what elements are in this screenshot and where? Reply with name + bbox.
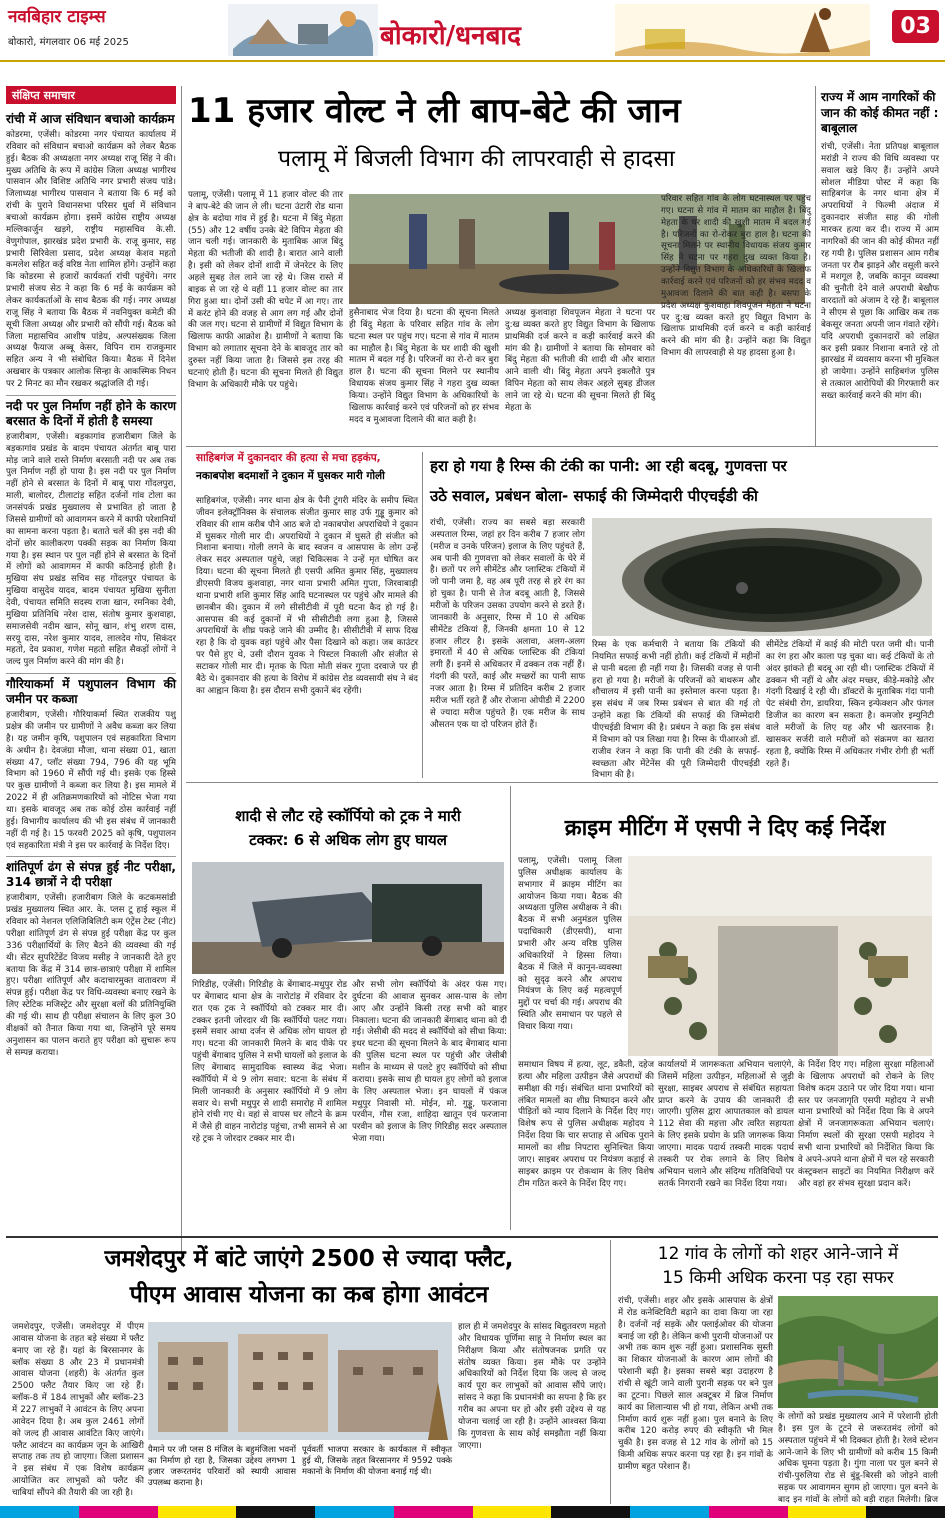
print-color-bar bbox=[0, 1506, 945, 1518]
masthead-illustration bbox=[228, 4, 378, 56]
brief-title: नदी पर पुल निर्माण नहीं होने के कारण बरसात के दिनों में होती है समस्या bbox=[6, 395, 176, 429]
sahibganj-headline-2: नकाबपोश बदमाशों ने दुकान में घुसकर मारी गोली bbox=[196, 470, 385, 482]
section-divider bbox=[186, 446, 938, 447]
rims-column-3: सीमेंटेड टंकियों में काई की मोटी परत जमी थी। पानी का रंग हरा और काला पड़ चुका था। कई टंकियों के तो अंदर झांकते ही बदबू आ रही थी। प्लास्टिक टंकियों में ढक्कन भी नहीं थे और अंदर मच्छर, कीड़े-मकोड़े और गंदगी दिखाई दे रही थी। डॉक्टरों के मुताबिक गंदा पानी पेट संबंधी रोग, डायरिया, स्किन इन्फेक्शन और फंगल डिजीज का कारण बन सकता है। कमजोर इम्युनिटी वाले मरीजों के लिए यह और भी खतरनाक है। खासकर सर्जरी वाले मरीजों को संक्रमण का खतरा रहता है, क्योंकि रिम्स में अधिकतर गंभीर रोगी ही भर्ती रहते हैं। bbox=[766, 640, 934, 769]
brief-body: हजारीबाग, एजेंसी। गौरियाकर्मा स्थित राजकीय पशु प्रक्षेत्र की जमीन पर ग्रामीणों ने अवैध कब्जा कर लिया है। यह जमीन कृषि, पशुपालन एवं सहकारिता विभाग के अधीन है। देवजंग्रा मौजा, थाना संख्या 01, खाता संख्या 47, प्लॉट संख्या 794, 796 की यह भूमि विभाग को 1960 में सौंपी गई थी। इसके एक हिस्से पर कुछ ग्रामीणों ने कब्जा कर लिया है। इस मामले में 2022 में ही अतिक्रमणकारियों को नोटिस भेजा गया था। इसके बावजूद अब तक कोई ठोस कार्रवाई नहीं हुई। विभागीय कार्यालय की भी इस संबंध में जानकारी नहीं दी गई है। 15 फरवरी 2025 को कृषि, पशुपालन एवं सहकारिता मंत्री ने इस पर कार्रवाई के निर्देश दिए। bbox=[6, 710, 176, 851]
column-divider bbox=[510, 786, 511, 1230]
rims-column-1: रांची, एजेंसी। राज्य का सबसे बड़ा सरकारी अस्पताल रिम्स, जहां हर दिन करीब 7 हजार लोग (मरीज व उनके परिजन) इलाज के लिए पहुंचते हैं, अब पानी की गुणवत्ता को लेकर सवालों के घेरे में है। छतों पर लगे सीमेंटेड और प्लास्टिक टंकियों में जो पानी जमा है, वह अब पूरी तरह से हरे रंग का हो चुका है। पानी से तेज बदबू आती है, जिससे मरीजों के परिजन उसका उपयोग करने से डरते हैं। जानकारी के अनुसार, रिम्स में 10 से अधिक सीमेंटेड टंकियां हैं, जिनकी क्षमता 10 से 12 हजार लीटर है। इसके अलावा, अलग-अलग इमारतों में 40 से अधिक प्लास्टिक की टंकियां लगी हैं। इनमें से अधिकतर में ढक्कन तक नहीं हैं। गंदगी की परतें, काई और मच्छरों का पानी साफ नजर आता है। रिम्स में प्रतिदिन करीब 2 हजार मरीज भर्ती रहते हैं और रोजाना ओपीडी में 2200 से ज्यादा मरीज पहुंचते हैं। एक मरीज के साथ औसतन एक या दो परिजन होते हैं। bbox=[430, 518, 585, 730]
villages-bridge-photo bbox=[778, 1296, 938, 1408]
accident-headline-2: टक्कर: 6 से अधिक लोग हुए घायल bbox=[249, 831, 447, 849]
villages-column-1: रांची, एजेंसी। शहर और इसके आसपास के क्षेत्रों में रोड कनेक्टिविटी बढ़ाने का दावा किया जा रहा है। दर्जनों नई सड़कें और फ्लाईओवर की योजना बनाई जा रही है। लेकिन कभी पुरानी योजनाओं पर अभी तक काम शुरू नहीं हुआ। प्रशासनिक सुस्ती का शिकार योजनाओं के कारण आम लोगों की परेशानी बढ़ी है। इसका सबसे बड़ा उदाहरण है रांची से खूंटी जाने वाली पुरानी सड़क पर बने पुल का टूटना। पिछले साल अक्टूबर में ब्रिज निर्माण कार्य का शिलान्यास भी हो गया, लेकिन अभी तक निर्माण कार्य शुरू नहीं हुआ। पुल बनाने के लिए करीब 120 करोड़ रुपए की स्वीकृति भी मिल चुकी है। इस वजह से 12 गांव के लोगों को 15 किमी अधिक सफर करना पड़ रहा है। इन गांवों के ग्रामीण बहुत परेशान हैं। bbox=[618, 1296, 773, 1473]
villages-column-2: के लोगों को प्रखंड मुख्यालय आने में परेशानी होती है। इस पुल के टूटने से जरूरतमंद लोगों को अस्पताल पहुंचने में भी दिक्कत होती है। रेलवे स्टेशन आने-जाने के लिए भी ग्रामीणों को करीब 15 किमी अधिक घूमना पड़ता है। गुंगा नाला पर पुल बनने से रांची-पुरुलिया रोड से बुंडू-बिरसी को जोड़ने वाली सड़क पर आवागमन सुगम हो जाएगा। पुल बनने के बाद इन गांवों के लोगों को बड़ी राहत मिलेगी। ब्रिज bbox=[778, 1412, 938, 1506]
accident-photo bbox=[192, 862, 504, 974]
rims-headline-1: हरा हो गया है रिम्स की टंकी का पानी: आ रही बदबू, गुणवत्ता पर bbox=[430, 457, 787, 475]
crime-meeting-intro: पलामू, एजेंसी। पलामू जिला पुलिस अधीक्षक कार्यालय के सभागार में क्राइम मीटिंग का आयोजन किया गया। बैठक की अध्यक्षता पुलिस अधीक्षक ने की। बैठक में सभी अनुमंडल पुलिस पदाधिकारी (डीएसपी), थाना प्रभारी और अन्य वरिष्ठ पुलिस अधिकारियों ने हिस्सा लिया। बैठक में जिले में कानून-व्यवस्था को सुदृढ़ करने और अपराध नियंत्रण के लिए कई महत्वपूर्ण मुद्दों पर चर्चा की गई। अपराध की स्थिति और समाधान पर पहले से विचार किया गया। bbox=[518, 856, 622, 1033]
jamshedpur-caption-1: पैमाने पर जी प्लस 8 मंजिल के बहुमंजिला भवनों का निर्माण हो रहा है, जिसका उद्देश्य लगभग 1 हजार जरूरतमंद परिवारों को स्थायी आवास उपलब्ध कराना है। bbox=[148, 1444, 296, 1487]
jamshedpur-photo bbox=[148, 1322, 452, 1440]
masthead-illustration-right bbox=[615, 4, 870, 56]
villages-headline-2: 15 किमी अधिक करना पड़ रहा सफर bbox=[662, 1268, 894, 1288]
crime-meeting-column-1: समाधान विषय में हत्या, लूट, डकैती, दहेज हत्या और महिला उत्पीड़न जैसे अपराधों की समीक्षा की गई। संबंधित थाना प्रभारियों को लंबित मामलों का शीघ्र निष्पादन करने और पीड़ितों को न्याय दिलाने के निर्देश दिए गए। विशेष रूप से पुलिस अधीक्षक महोदय ने निर्देश दिया कि चार सप्ताह से अधिक पुराने मामलों का शीघ्र निपटारा सुनिश्चित किया जाए। साइबर अपराध पर नियंत्रण कड़ाई से साइबर क्राइम पर रोकथाम के लिए विशेष टीम गठित करने के निर्देश दिए गए। bbox=[518, 1060, 654, 1189]
jamshedpur-headline-1: जमशेदपुर में बांटे जाएंगे 2500 से ज्यादा फ्लैट, bbox=[104, 1246, 514, 1272]
side-story-body: रांची, एजेंसी। नेता प्रतिपक्ष बाबूलाल मरांडी ने राज्य की विधि व्यवस्था पर सवाल खड़े किए हैं। उन्होंने अपने सोशल मीडिया पोस्ट में कहा कि साहिबगंज के नगर थाना क्षेत्र में अपराधियों ने फिल्मी अंदाज में दुकानदार संजीत साह की गोली मारकर हत्या कर दी। राज्य में आम नागरिकों की जान की कोई कीमत नहीं रह गयी है। पुलिस प्रशासन आम गरीब जनता पर रौब झाड़ने और वसूली करने में मशगूल है, जबकि कानून व्यवस्था की चुनौती देने वाले अपराधी बेखौफ वारदातों को अंजाम दे रहे हैं। बाबूलाल ने सीएम से पूछा कि आखिर कब तक बेकसूर जनता अपनी जान गंवाते रहेंगे। यदि अपराधी दुकानदारों को लक्षित कर इसी प्रकार निशाना बनाते रहे तो झारखंड में व्यवसाय करना भी मुश्किल हो जायेगा। उन्होंने साहिबगंज पुलिस से तत्काल आरोपियों की गिरफ्तारी कर सख्त कार्रवाई करने की मांग की। bbox=[821, 142, 939, 402]
jamshedpur-caption-2: पूर्ववर्ती भाजपा सरकार के कार्यकाल में स्वीकृत हुई थी, जिसके तहत बिरसानगर में 9592 पक्के मकानों के निर्माण की योजना बनाई गई थी। bbox=[302, 1444, 452, 1476]
jamshedpur-headline-2: पीएम आवास योजना का कब होगा आवंटन bbox=[129, 1282, 489, 1308]
brief-title: रांची में आज संविधान बचाओ कार्यक्रम bbox=[6, 112, 175, 126]
lead-column-1: पलामू, एजेंसी। पलामू में 11 हजार वोल्ट की तार ने बाप-बेटे की जान ले ली। घटना उंटारी रोड थाना क्षेत्र के बदोया गांव में हुई है। घटना में बिंदु मेहता (55) और 12 वर्षीय उनके बेटे विपिन मेहता की जान चली गई। जानकारी के मुताबिक आज बिंदु मेहता की भतीजी की शादी है। बारात आने वाली है। इसी को लेकर दोनों शादी में जेनरेटर के लिए अहले सुबह तेल लाने जा रहे थे। जिस रास्ते में बाइक से जा रहे थे वहीं 11 हजार वोल्ट का तार गिरा हुआ था। दोनों उसी की चपेट में आ गए। तार में करंट होने की वजह से आग लग गई और दोनों की जल गए। घटना से ग्रामीणों में विद्युत विभाग के खिलाफ काफी आक्रोश है। ग्रामीणों ने बताया कि विभाग को लगातार सूचना देने के बावजूद तार को दुरुस्त नहीं किया जाता है। जिससे इस तरह की घटनाएं होती हैं। घटना की सूचना मिलते ही विद्युत विभाग के अधिकारी मौके पर पहुंचे। bbox=[188, 190, 343, 390]
accident-headline-1: शादी से लौट रहे स्कॉर्पियो को ट्रक ने मारी bbox=[235, 807, 461, 825]
crime-meeting-column-3: के निर्देश दिए गए। महिला सुरक्षा महिलाओं के खिलाफ अपराधों को रोकने के लिए विशेष कदम उठाने पर जोर दिया गया। थाना स्तर पर जनजागृति एसपी महोदय ने सभी थाना प्रभारियों को निर्देश दिया कि वे अपने क्षेत्रों में जनजागरूकता अभियान चलाएं। निर्माण स्थलों की सुरक्षा एसपी महोदय ने सभी थाना प्रभारियों को निर्देशित किया कि वे अपने-अपने थाना क्षेत्रों में चल रहे सरकारी कंस्ट्रक्शन साइटों का नियमित निरीक्षण करें और वहां हर संभव सुरक्षा प्रदान करें। bbox=[798, 1060, 934, 1189]
rims-tank-photo bbox=[592, 518, 932, 636]
dateline: बोकारो, मंगलवार 06 मई 2025 bbox=[8, 37, 129, 48]
brief-body: कोडरमा, एजेंसी। कोडरमा नगर पंचायत कार्यालय में रविवार को संविधान बचाओ कार्यक्रम को लेकर बैठक हुई। बैठक की अध्यक्षता नगर अध्यक्ष राजू सिंह ने की। मुख्य अतिथि के रूप में कांग्रेस जिला अध्यक्ष भागीरथ पासवान और विशिष्ट अतिथि नगर प्रभारी संजय पांडे। जिलाध्यक्ष भागीरथ पासवान ने बताया कि 6 मई को रांची के पुराने विधानसभा परिसर धुर्वा में संविधान बचाओ कार्यक्रम होगा। इसमें कांग्रेस राष्ट्रीय अध्यक्ष मल्लिकार्जुन खड़गे, राष्ट्रीय महासचिव के.सी. वेणुगोपाल, झारखंड प्रदेश प्रभारी के. राजू कुमार, सह प्रभारी सिरिवेला प्रसाद, प्रदेश अध्यक्ष केशव महतो कमलेश सहित कई वरिष्ठ नेता शामिल होंगे। उन्होंने कहा कि कोडरमा से हजारों कार्यकर्ता रांची पहुंचेंगे। नगर प्रभारी संजय सेठ ने कहा कि 6 मई के कार्यक्रम को लेकर कार्यकर्ताओं के साथ बैठक की गई। नगर अध्यक्ष राजू सिंह ने बताया कि बैठक में नवनियुक्त कमेटी की सूची जिला अध्यक्ष और प्रभारी को सौंपी गई। बैठक को जिला महासचिव आशीष पांडेय, अल्पसंख्यक जिला अध्यक्ष फैयाज अब्बू केसर, विपिन राम राजकुमार सहित अन्य ने भी संबोधित किया। बैठक में दिनेश अखबार के पत्रकार आलोक सिन्हा के आकस्मिक निधन पर 2 मिनट का मौन रखकर श्रद्धांजलि दी गई। bbox=[6, 130, 176, 390]
jamshedpur-column-1: जमशेदपुर, एजेंसी। जमशेदपुर में पीएम आवास योजना के तहत बड़े संख्या में फ्लैट बनाए जा रहे हैं। यहां के बिरसानगर के ब्लॉक संख्या 8 और 23 में प्रधानमंत्री आवास योजना (शहरी) के अंतर्गत कुल 2500 फ्लैट तैयार किए जा रहे हैं। ब्लॉक-8 में 184 लाभुकों और ब्लॉक-23 में 227 लाभुकों ने आवंटन के लिए अपना आवेदन दिया है। अब कुल 2461 लोगों को जल्द ही आवास आवंटित किए जाएंगे। फ्लैट आवंटन का कार्यक्रम जून के आखिरी सप्ताह तक तय हो जाएगा। जिला प्रशासन ने इस संबंध में एक विशेष कार्यक्रम आयोजित कर लाभुकों को फ्लैट की चाबियां सौंपने की तैयारी की जा रही है। bbox=[12, 1322, 144, 1499]
crime-meeting-column-2: कार्यालयों में जागरूकता अभियान चलाएंगे, जिसमें महिला उत्पीड़न, महिलाओं से जुड़ी सुरक्षा, साइबर अपराध से संबंधित सहायता प्राप्त करने के उपाय की जानकारी दी जाएगी। पुलिस द्वारा आपातकाल को डायल 112 सेवा की महत्ता और त्वरित सहायता के लिए इसके प्रयोग के प्रति जागरूक किया जाएगा। मादक पदार्थ तस्करी मादक पदार्थ तस्करी पर रोक लगाने के लिए विशेष अभियान चलाने और संदिग्ध गतिविधियों पर सतर्क निगरानी रखने का निर्देश दिया गया। bbox=[658, 1060, 794, 1189]
sahibganj-headline-1: साहिबगंज में दुकानदार की हत्या से मचा हड़कंप, bbox=[196, 452, 381, 464]
jamshedpur-column-3: हाल ही में जमशेदपुर के सांसद बिद्युतवरण महतो और विधायक पूर्णिमा साहू ने निर्माण स्थल का निरीक्षण किया और संतोषजनक प्रगति पर संतोष व्यक्त किया। इस मौके पर उन्होंने अधिकारियों को निर्देश दिया कि जल्द से जल्द कार्य पूरा कर लाभुकों को आवास सौंपे जाएं। सांसद ने कहा कि प्रधानमंत्री का सपना है कि हर गरीब का अपना घर हो और इसी उद्देश्य से यह योजना चलाई जा रही है। उन्होंने आश्वस्त किया कि गुणवत्ता के साथ कोई समझौता नहीं किया जाएगा। bbox=[458, 1322, 606, 1451]
section-divider bbox=[6, 1236, 938, 1238]
column-divider bbox=[610, 1240, 611, 1504]
section-divider bbox=[186, 782, 938, 783]
accident-column-1: गिरिडीह, एजेंसी। गिरिडीह के बेंगाबाद-मधुपुर रोड पर बेंगाबाद थाना क्षेत्र के नारोटांड़ में रविवार देर रात एक ट्रक ने स्कॉर्पियो को टक्कर मार दी। टक्कर इतनी जोरदार थी कि स्कॉर्पियो पलट गया। इसमें सवार आधा दर्जन से अधिक लोग घायल हो गए। घटना की जानकारी मिलने के बाद पीके पर पहुंची बेंगाबाद पुलिस ने सभी घायलों को इलाज के लिए बेंगाबाद सामुदायिक स्वास्थ्य केंद्र भेजा। स्कॉर्पियो में थे 9 लोग सवार: घटना के संबंध में मिली जानकारी के अनुसार स्कॉर्पियो में 9 लोग सवार थे। सभी मधुपुर से शादी समारोह में शामिल होने रांची गए थे। वहां से वापस घर लौटने के क्रम में जैसे ही वाहन नारोटांड़ पहुंचा, तभी सामने से आ रहे ट्रक ने जोरदार टक्कर मार दी। bbox=[192, 980, 347, 1145]
crime-meeting-headline: क्राइम मीटिंग में एसपी ने दिए कई निर्देश bbox=[564, 816, 886, 841]
brief-title: शांतिपूर्ण ढंग से संपन्न हुई नीट परीक्षा, 314 छात्रों ने दी परीक्षा bbox=[6, 856, 176, 890]
masthead bbox=[0, 0, 945, 62]
lead-subhead: पलामू में बिजली विभाग की लापरवाही से हादसा bbox=[278, 146, 675, 172]
accident-column-2: और सभी लोग स्कॉर्पियो के अंदर फंस गए। दुर्घटना की आवाज सुनकर आस-पास के लोग आए और उन्होंने किसी तरह सभी को बाहर निकाला। घटना की जानकारी बेंगाबाद थाना को दी गई। जेसीबी की मदद से स्कॉर्पियो को सीधा किया: इधर घटना की सूचना मिलने के बाद बेंगाबाद थाना की पुलिस घटना स्थल पर पहुंची और जेसीबी मशीन के माध्यम से पलटे हुए स्कॉर्पियो को सीधा कराया। इसके साथ ही घायल हुए लोगों को इलाज के लिए अस्पताल भेजा। इन घायलों में पंकज मधुपुर निवासी मो. मोईन, मो. गुड्डू, फरजाना परवीन, गौस रजा, शाहिदा खातून एवं फरजाना परवीन को इलाज के लिए गिरिडीह सदर अस्पताल भेजा गया। bbox=[352, 980, 507, 1145]
crime-meeting-photo bbox=[628, 856, 932, 1056]
rims-headline-2: उठे सवाल, प्रबंधन बोला- सफाई की जिम्मेदारी पीएचईडी की bbox=[430, 487, 758, 505]
briefs-header: संक्षिप्त समाचार bbox=[6, 86, 176, 104]
brief-body: हजारीबाग, एजेंसी। हजारीबाग जिले के कटकमसांडी प्रखंड मुख्यालय स्थित आर. के. प्लस टू हाई स्कूल में रविवार को नेशनल एलिजिबिलिटी कम एंट्रेंस टेस्ट (नीट) परीक्षा शांतिपूर्ण ढंग से संपन्न हुई परीक्षा केंद्र पर कुल 336 परीक्षार्थियों के लिए बैठने की व्यवस्था की गई थी। सेंटर सुपरिटेंडेंट विजय मसीह ने जानकारी देते हुए बताया कि केंद्र में 314 छात्र-छात्राएं परीक्षा में शामिल हुए। परीक्षा शांतिपूर्ण और कदाचारमुक्त वातावरण में संपन्न हुई। परीक्षा केंद्र पर विधि-व्यवस्था बनाए रखने के लिए स्टेटिक मजिस्ट्रेट और सुरक्षा बलों की प्रतिनियुक्ति की गई थी। साथ ही परीक्षा संचालन के लिए कुल 30 वीक्षकों को तैनात किया गया था, जिन्होंने पूरे समय अनुशासन का पालन कराते हुए परीक्षा को सुचारू रूप से सम्पन्न कराया। bbox=[6, 893, 177, 1058]
villages-headline-1: 12 गांव के लोगों को शहर आने-जाने में bbox=[657, 1244, 899, 1264]
sahibganj-body: साहिबगंज, एजेंसी। नगर थाना क्षेत्र के पैनी टुंगरी मंदिर के समीप स्थित जीवन इलेक्ट्रॉनिक्स के संचालक संजीत कुमार साह उर्फ गुड्डू कुमार को रविवार की शाम करीब पौने आठ बजे दो नकाबपोश अपराधियों ने दुकान में घुसकर गोली मार दी। अपराधियों ने दुकान में घुसते ही संजीत को निशाना बनाया। गोली लगने के बाद स्वजन व आसपास के लोग उन्हें लेकर सदर अस्पताल पहुंचे, जहां चिकित्सक ने उन्हें मृत घोषित कर दिया। घटना की सूचना मिलते ही एसपी अमित कुमार सिंह, मुख्यालय डीएसपी विजय कुशवाहा, नगर थाना प्रभारी अमित गुप्ता, जिरवाबाड़ी थाना प्रभारी शशि कुमार सिंह आदि घटनास्थल पर पहुंचे और मामले की छानबीन की। दुकान में लगे सीसीटीवी में पूरी घटना कैद हो गई है। आसपास की कई दुकानों में भी सीसीटीवी लगा हुआ है, जिससे अपराधियों के शीघ्र पकड़े जाने की उम्मीद है। सीसीटीवी में साफ दिख रहा है कि दो युवक वहां पहुंचे और पैसा दिखाने को कहा। जब काउंटर पर पैसे हुए थे, उसी दौरान युवक ने पिस्टल निकाली और संजीत से सटाकर गोली मार दी। मृतक के पिता मोती संकर गुप्ता दरवाजे पर ही बैठे थे। दुकानदार की हत्या के विरोध में कांग्रेस रोड व्यवसायी संघ ने बंद का आह्वान किया है। इस दौरान सभी दुकानें बंद रहेंगी। bbox=[196, 496, 418, 696]
brief-title: गौरियाकर्मा में पशुपालन विभाग की जमीन पर कब्जा bbox=[6, 673, 176, 707]
column-divider bbox=[422, 452, 423, 778]
page-number: 03 bbox=[892, 10, 939, 43]
brief-body: हजारीबाग, एजेंसी। बड़कागांव हजारीबाग जिले के बड़कागांव प्रखंड के बादम पंचायत अंतर्गत बाबू पारा मोड़ जाने वाले रास्ते निर्माण बरसाती नदी पर अब तक पुल निर्माण नहीं हो पाया है। इस नदी पर पुल निर्माण नहीं होने से बरसात के दिनों में बाबू पारा गोंदलपुरा, माली, बालोदर, टीलाटांड़ सहित दर्जनों गांव टोला का जनसंपर्क प्रखंड मुख्यालय से प्रभावित हो जाता है जिससे ग्रामीणों को आवागमन करने में काफी परेशानियों का सामना करना पड़ता है। बताते चलें की इस नदी की दोनों छोर कालीकरण पक्की सड़क का निर्माण किया गया है। इस स्थान पर पुल नहीं होने से बरसात के दिनों में लोगों को आवागमन में काफी कठिनाई होती है। मुखिया संघ प्रखंड सचिव सह गोंदलपुर पंचायत के मुखिया वासुदेव यादव, बादम पंचायत मुखिया सुनीता देवी, पंचायत समिति सदस्य राजा खान, रमनिका देवी, मुखिया प्रतिनिधि नरेश दास, संतोष कुमार कुशवाहा, समाजसेवी नदीम खान, सोनू खान, शंभु शरण दास, सरयू दास, नरेश कुमार यादव, लालदेव गोप, सिकंदर महतो, देव प्रकाश, गणेश महतो सहित सैकड़ों लोगों ने जल्द पुल निर्माण करने की मांग की है। bbox=[6, 431, 176, 668]
side-story-title: राज्य में आम नागरिकों की जान की कोई कीमत नहीं : बाबूलाल bbox=[821, 90, 939, 136]
column-divider bbox=[815, 86, 816, 446]
briefs-column bbox=[6, 108, 176, 1268]
section-title: बोकारो/धनबाद bbox=[380, 21, 521, 51]
lead-column-3: अध्यक्ष कुशवाहा शिवपूजन मेहता ने घटना पर दु:ख व्यक्त करते हुए विद्युत विभाग के खिलाफ प्राथमिकी दर्ज करने व कड़ी कार्रवाई करने की मांग की है। ग्रामीणों ने बताया कि सोमवार को बिंदु मेहता की भतीजी की शादी थी और बारात आने वाली थी। बिंदु मेहता अपने इकलौते पुत्र विपिन मेहता को साथ लेकर अहले सुबह डीजल लाने जा रहे थे। घटना की सूचना मिलते ही बिंदु मेहता के bbox=[505, 308, 655, 413]
rims-column-2: रिम्स के एक कर्मचारी ने बताया कि टंकियों की नियमित सफाई कभी नहीं होती। कई टंकियों में महीनों से पानी बदला ही नहीं गया है। जिसकी वजह से पानी हरा हो गया है। मरीजों के परिजनों को बाथरूम और शौचालय में इसी पानी का इस्तेमाल करना पड़ता है। इस संबंध में जब रिम्स प्रबंधन से बात की गई तो उन्होंने कहा कि टंकियों की सफाई की जिम्मेदारी पीएचईडी विभाग की है। प्रबंधन ने कहा कि इस संबंध में विभाग को पत्र लिखा गया है। रिम्स के पीआरओ डॉ. राजीव रंजन ने कहा कि पानी की टंकी के सफाई-स्वच्छता और मेंटेनेंस की पूरी जिम्मेदारी पीएचईडी विभाग की है। bbox=[592, 640, 760, 781]
lead-column-2: हुसैनाबाद भेज दिया है। घटना की सूचना मिलते ही बिंदु मेहता के परिवार सहित गांव के लोग घटना स्थल पर पहुंच गए। घटना से गांव में मातम का माहौल है। बिंदु मेहता के घर शादी की खुशी मातम में बदल गई है। परिजनों का रो-रो कर बुरा हाल है। घटना की सूचना मिलने पर स्थानीय विधायक संजय कुमार सिंह ने गहरा दुख व्यक्त किया। उन्होंने विद्युत विभाग के अधिकारियों के खिलाफ कार्रवाई करने एवं परिजनों को हर संभव मदद व मुआवजा दिलाने की बात कही है। bbox=[349, 308, 499, 425]
column-divider bbox=[181, 86, 182, 1266]
newspaper-brand: नवबिहार टाइम्स bbox=[8, 7, 106, 27]
lead-headline: 11 हजार वोल्ट ने ली बाप-बेटे की जान bbox=[188, 91, 681, 131]
lead-column-4: परिवार सहित गांव के लोग घटनास्थल पर पहुंच गए। घटना से गांव में मातम का माहौल है। बिंदु मेहता के घर शादी की खुशी मातम में बदल गई है। परिजनों का रो-रोकर बुरा हाल है। घटना की सूचना मिलने पर स्थानीय विधायक संजय कुमार सिंह ने घटना पर गहरा दुख व्यक्त किया है। उन्होंने विद्युत विभाग के अधिकारियों के खिलाफ कार्रवाई करने एवं परिजनों को हर संभव मदद व मुआवजा दिलाने की बात कही है। बसपा के प्रदेश अध्यक्ष कुशवाहा शिवपूजन मेहता ने घटना पर दु:ख व्यक्त करते हुए विद्युत विभाग के खिलाफ प्राथमिकी दर्ज करने व कड़ी कार्रवाई करने की मांग की है। उन्होंने कहा कि विद्युत विभाग की लापरवाही से यह हादसा हुआ है। bbox=[661, 194, 811, 359]
